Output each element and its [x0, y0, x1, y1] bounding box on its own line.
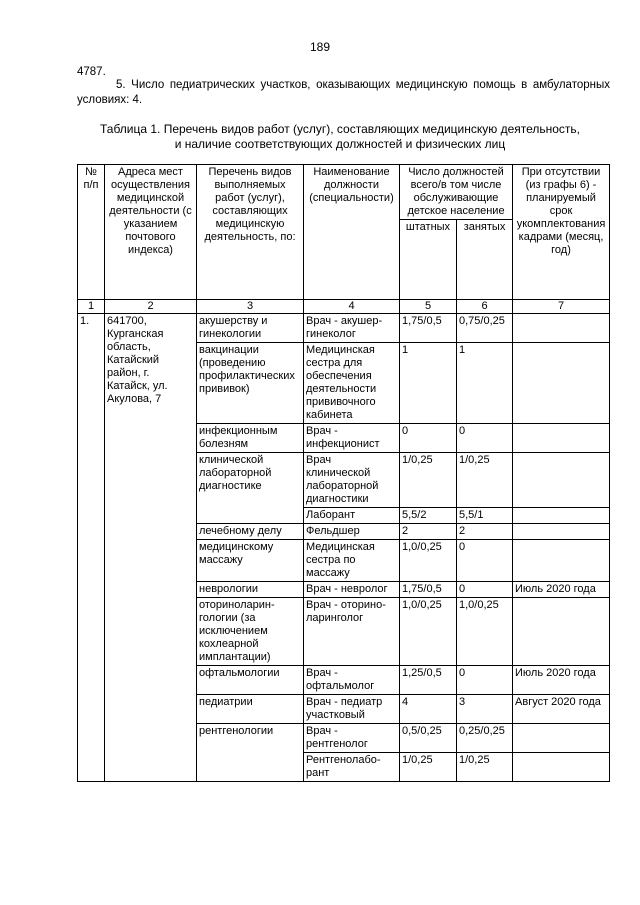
plan-cell: [513, 598, 610, 666]
occupied-cell: 0: [457, 582, 513, 598]
staff-cell: 2: [400, 524, 457, 540]
staff-cell: 1,0/0,25: [400, 598, 457, 666]
column-number: 3: [197, 300, 304, 314]
column-number: 7: [513, 300, 610, 314]
position-cell: Врач - педиатр участковый: [304, 695, 400, 724]
occupied-cell: 1: [457, 343, 513, 424]
column-number: 4: [304, 300, 400, 314]
plan-cell: [513, 314, 610, 343]
occupied-cell: 1/0,25: [457, 453, 513, 508]
position-cell: Врач клинической лабораторной диагностики: [304, 453, 400, 508]
position-cell: Лаборант: [304, 508, 400, 524]
work-cell: рентгенологии: [197, 724, 304, 782]
occupied-cell: 1/0,25: [457, 753, 513, 782]
page-number: 189: [309, 40, 331, 54]
header-works: Перечень видов выполняемых работ (услуг), составляющих медицинскую деятельность, по:: [197, 165, 304, 300]
staff-cell: 1,0/0,25: [400, 540, 457, 582]
work-cell: лечебному делу: [197, 524, 304, 540]
header-staff: штатных: [400, 220, 457, 300]
plan-cell: [513, 424, 610, 453]
column-number: 6: [457, 300, 513, 314]
column-numbers-row: [78, 300, 610, 314]
intro-line: 4787.: [77, 66, 106, 78]
staff-cell: 1,25/0,5: [400, 666, 457, 695]
staff-cell: 1/0,25: [400, 753, 457, 782]
work-cell: офтальмологии: [197, 666, 304, 695]
column-number: 2: [105, 300, 197, 314]
work-cell: вакцинации (проведению профилактических прививок): [197, 343, 304, 424]
occupied-cell: 0: [457, 540, 513, 582]
column-number: 1: [78, 300, 105, 314]
work-cell: акушерству и гинекологии: [197, 314, 304, 343]
staff-cell: 1,75/0,5: [400, 582, 457, 598]
work-cell: педиатрии: [197, 695, 304, 724]
work-cell: инфекционным болезням: [197, 424, 304, 453]
plan-cell: [513, 453, 610, 508]
plan-cell: [513, 753, 610, 782]
staff-cell: 4: [400, 695, 457, 724]
plan-cell: [513, 524, 610, 540]
position-cell: Медицинская сестра по массажу: [304, 540, 400, 582]
plan-cell: [513, 724, 610, 753]
row-number: 1.: [78, 314, 105, 782]
table-caption: [60, 122, 620, 152]
position-cell: Фельдшер: [304, 524, 400, 540]
occupied-cell: 1,0/0,25: [457, 598, 513, 666]
staff-cell: 1: [400, 343, 457, 424]
staff-cell: 0,5/0,25: [400, 724, 457, 753]
caption-line-2: и наличие соответствующих должностей и физических лиц: [174, 137, 506, 151]
occupied-cell: 2: [457, 524, 513, 540]
address-cell: 641700, Курганская область, Катайский район, г. Катайск, ул. Акулова, 7: [105, 314, 197, 782]
position-cell: Врач - рентгенолог: [304, 724, 400, 753]
occupied-cell: 0,75/0,25: [457, 314, 513, 343]
plan-cell: [513, 508, 610, 524]
position-cell: Врач - оторино-ларинголог: [304, 598, 400, 666]
position-cell: Рентгенолабо-рант: [304, 753, 400, 782]
staff-cell: 5,5/2: [400, 508, 457, 524]
services-table: [77, 164, 610, 782]
occupied-cell: 0: [457, 424, 513, 453]
plan-cell: Август 2020 года: [513, 695, 610, 724]
caption-line-1: Таблица 1. Перечень видов работ (услуг), составляющих медицинскую деятельность,: [99, 122, 581, 136]
header-plan: При отсутствии (из графы 6) - планируемый срок укомплектования кадрами (месяц, год): [513, 165, 610, 300]
work-cell: неврологии: [197, 582, 304, 598]
plan-cell: [513, 540, 610, 582]
column-number: 5: [400, 300, 457, 314]
header-num: № п/п: [78, 165, 105, 300]
staff-cell: 1/0,25: [400, 453, 457, 508]
position-cell: Врач - невролог: [304, 582, 400, 598]
table-row: [78, 314, 610, 343]
position-cell: Врач - акушер-гинеколог: [304, 314, 400, 343]
plan-cell: Июль 2020 года: [513, 582, 610, 598]
work-cell: медицинскому массажу: [197, 540, 304, 582]
occupied-cell: 0,25/0,25: [457, 724, 513, 753]
position-cell: Врач - офтальмолог: [304, 666, 400, 695]
occupied-cell: 5,5/1: [457, 508, 513, 524]
plan-cell: [513, 343, 610, 424]
header-position: Наименование должности (специальности): [304, 165, 400, 300]
work-cell: оториноларин-гологии (за исключением кохлеарной имплантации): [197, 598, 304, 666]
staff-cell: 0: [400, 424, 457, 453]
intro-paragraph: 5. Число педиатрических участков, оказывающих медицинскую помощь в амбулаторных условиях: 4.: [77, 79, 610, 106]
position-cell: Врач - инфекционист: [304, 424, 400, 453]
header-occupied: занятых: [457, 220, 513, 300]
work-cell: клинической лабораторной диагностике: [197, 453, 304, 524]
occupied-cell: 3: [457, 695, 513, 724]
position-cell: Медицинская сестра для обеспечения деятельности прививочного кабинета: [304, 343, 400, 424]
header-address: Адреса мест осуществления медицинской деятельности (с указанием почтового индекса): [105, 165, 197, 300]
occupied-cell: 0: [457, 666, 513, 695]
staff-cell: 1,75/0,5: [400, 314, 457, 343]
header-count: Число должностей всего/в том числе обслуживающие детское население: [400, 165, 513, 220]
plan-cell: Июль 2020 года: [513, 666, 610, 695]
